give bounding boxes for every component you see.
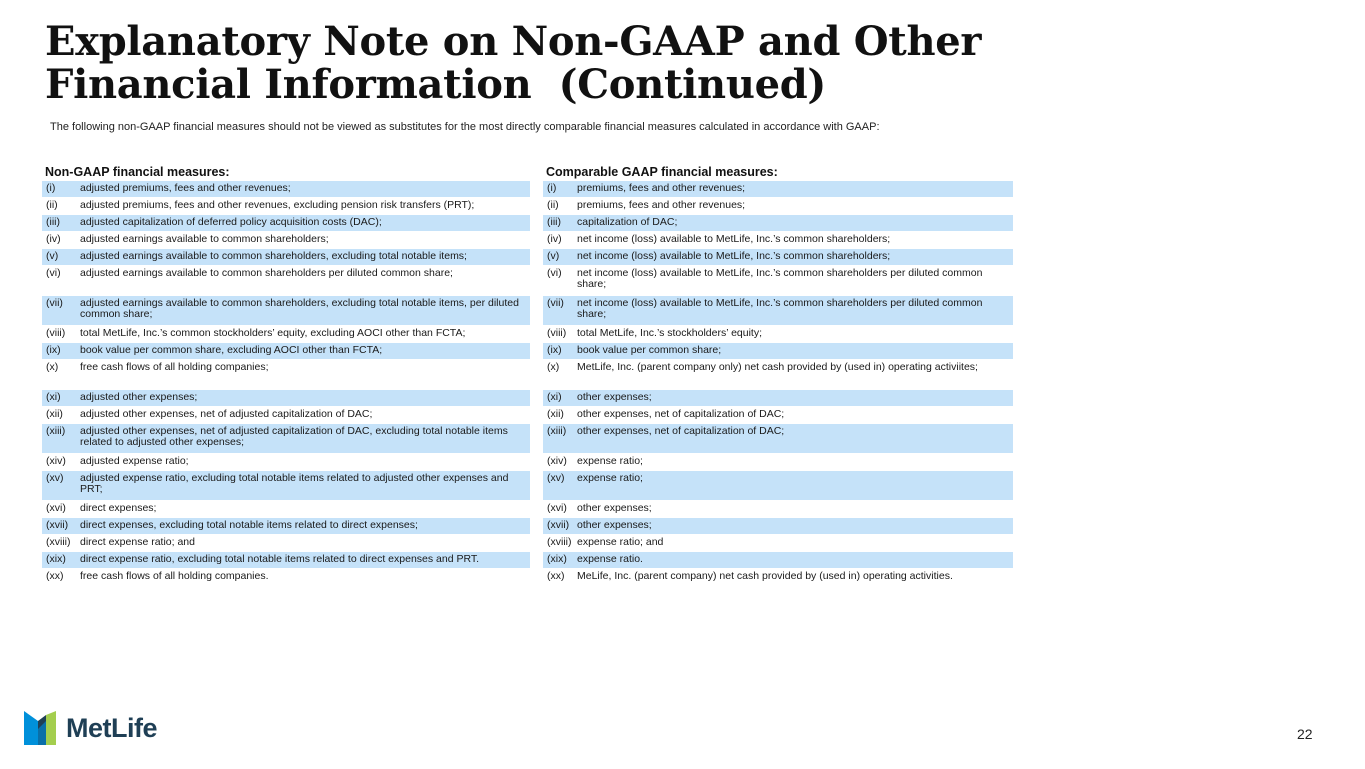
row-text: expense ratio. — [577, 553, 643, 565]
non-gaap-row — [42, 266, 530, 295]
row-text: MeLife, Inc. (parent company) net cash provided by (used in) operating activities. — [577, 570, 953, 582]
row-text: direct expense ratio, excluding total notable items related to direct expenses and PRT. — [80, 553, 480, 565]
row-text: adjusted expense ratio; — [80, 455, 189, 467]
gaap-row — [543, 424, 1013, 453]
row-number: (v) — [547, 250, 560, 262]
non-gaap-row — [42, 501, 530, 517]
non-gaap-column — [42, 164, 530, 586]
gaap-row — [543, 535, 1013, 551]
row-text: adjusted capitalization of deferred policy acquisition costs (DAC); — [80, 216, 382, 228]
row-number: (vi) — [547, 267, 562, 279]
non-gaap-row — [42, 518, 530, 534]
row-text: adjusted premiums, fees and other revenues; — [80, 182, 291, 194]
gaap-row — [543, 232, 1013, 248]
row-text: capitalization of DAC; — [577, 216, 678, 228]
row-text: adjusted earnings available to common shareholders, excluding total notable items; — [80, 250, 467, 262]
gaap-row — [543, 343, 1013, 359]
row-text: free cash flows of all holding companies. — [80, 570, 269, 582]
row-number: (xiii) — [547, 425, 567, 437]
gaap-row — [543, 249, 1013, 265]
row-number: (xx) — [46, 570, 64, 582]
row-number: (i) — [46, 182, 56, 194]
row-number: (xix) — [46, 553, 66, 565]
metlife-logo — [24, 711, 157, 745]
gaap-row — [543, 471, 1013, 500]
metlife-logo-icon — [24, 711, 58, 745]
row-number: (vii) — [46, 297, 63, 309]
non-gaap-row — [42, 390, 530, 406]
row-text: adjusted other expenses, net of adjusted capitalization of DAC; — [80, 408, 373, 420]
gaap-row — [543, 215, 1013, 231]
row-number: (xviii) — [547, 536, 572, 548]
row-text: adjusted expense ratio, excluding total notable items related to adjusted other expenses and PRT; — [80, 472, 509, 495]
row-text: book value per common share, excluding AOCI other than FCTA; — [80, 344, 383, 356]
row-text: adjusted premiums, fees and other revenues, excluding pension risk transfers (PRT); — [80, 199, 475, 211]
row-number: (viii) — [46, 327, 66, 339]
row-number: (xvii) — [547, 519, 570, 531]
gaap-row — [543, 407, 1013, 423]
row-number: (ii) — [547, 199, 559, 211]
row-number: (xii) — [46, 408, 63, 420]
row-number: (xv) — [547, 472, 565, 484]
gaap-row — [543, 266, 1013, 295]
row-text: free cash flows of all holding companies; — [80, 361, 269, 373]
non-gaap-row — [42, 569, 530, 585]
row-text: book value per common share; — [577, 344, 722, 356]
row-number: (i) — [547, 182, 557, 194]
non-gaap-row — [42, 232, 530, 248]
row-number: (iv) — [46, 233, 61, 245]
row-number: (x) — [547, 361, 560, 373]
row-text: adjusted earnings available to common shareholders, excluding total notable items, per diluted common share; — [80, 297, 519, 320]
row-text: expense ratio; and — [577, 536, 664, 548]
row-number: (viii) — [547, 327, 567, 339]
gaap-row — [543, 296, 1013, 325]
gaap-row — [543, 360, 1013, 389]
row-text: adjusted earnings available to common shareholders; — [80, 233, 329, 245]
row-number: (xviii) — [46, 536, 71, 548]
row-text: expense ratio; — [577, 455, 643, 467]
gaap-row — [543, 454, 1013, 470]
row-text: net income (loss) available to MetLife, Inc.’s common shareholders; — [577, 233, 891, 245]
row-text: direct expense ratio; and — [80, 536, 195, 548]
row-number: (iii) — [547, 216, 561, 228]
row-number: (vi) — [46, 267, 61, 279]
row-number: (v) — [46, 250, 59, 262]
row-number: (ix) — [547, 344, 562, 356]
row-text: total MetLife, Inc.’s common stockholders’ equity, excluding AOCI other than FCTA; — [80, 327, 466, 339]
row-number: (iii) — [46, 216, 60, 228]
non-gaap-row — [42, 454, 530, 470]
non-gaap-row — [42, 215, 530, 231]
row-number: (ii) — [46, 199, 58, 211]
row-number: (vii) — [547, 297, 564, 309]
non-gaap-row — [42, 471, 530, 500]
row-text: other expenses; — [577, 519, 652, 531]
row-number: (x) — [46, 361, 59, 373]
non-gaap-row — [42, 326, 530, 342]
row-number: (xvi) — [46, 502, 66, 514]
non-gaap-row — [42, 249, 530, 265]
logo-wordmark: MetLife — [66, 712, 157, 743]
row-text: other expenses, net of capitalization of DAC; — [577, 425, 785, 437]
gaap-row — [543, 390, 1013, 406]
row-text: adjusted other expenses; — [80, 391, 198, 403]
row-text: adjusted other expenses, net of adjusted capitalization of DAC, excluding total notable items related to adjusted other expenses; — [80, 425, 508, 448]
row-text: premiums, fees and other revenues; — [577, 199, 746, 211]
row-number: (xix) — [547, 553, 567, 565]
non-gaap-header: Non-GAAP financial measures: — [45, 165, 230, 179]
row-number: (xi) — [46, 391, 61, 403]
row-number: (xii) — [547, 408, 564, 420]
row-text: net income (loss) available to MetLife, Inc.’s common shareholders per diluted common share; — [577, 267, 983, 290]
row-number: (xvii) — [46, 519, 69, 531]
row-text: adjusted earnings available to common shareholders per diluted common share; — [80, 267, 453, 279]
gaap-row — [543, 569, 1013, 585]
gaap-header: Comparable GAAP financial measures: — [546, 165, 778, 179]
non-gaap-row — [42, 343, 530, 359]
row-text: direct expenses, excluding total notable items related to direct expenses; — [80, 519, 418, 531]
row-number: (xiv) — [547, 455, 567, 467]
row-number: (xiv) — [46, 455, 66, 467]
non-gaap-row — [42, 198, 530, 214]
non-gaap-row — [42, 552, 530, 568]
row-number: (iv) — [547, 233, 562, 245]
non-gaap-row — [42, 360, 530, 389]
row-text: expense ratio; — [577, 472, 643, 484]
row-number: (xiii) — [46, 425, 66, 437]
row-text: other expenses, net of capitalization of DAC; — [577, 408, 785, 420]
row-text: net income (loss) available to MetLife, Inc.’s common shareholders; — [577, 250, 891, 262]
non-gaap-row — [42, 296, 530, 325]
row-text: direct expenses; — [80, 502, 157, 514]
row-text: other expenses; — [577, 502, 652, 514]
row-number: (xvi) — [547, 502, 567, 514]
gaap-row — [543, 501, 1013, 517]
row-text: premiums, fees and other revenues; — [577, 182, 746, 194]
gaap-row — [543, 552, 1013, 568]
non-gaap-row — [42, 424, 530, 453]
gaap-row — [543, 198, 1013, 214]
row-number: (xx) — [547, 570, 565, 582]
page-subtitle: The following non-GAAP financial measures should not be viewed as substitutes for the most directly comparable financial measures calculated in accordance with GAAP: — [50, 121, 880, 133]
gaap-row — [543, 518, 1013, 534]
non-gaap-row — [42, 407, 530, 423]
page-title: Explanatory Note on Non-GAAP and Other Financial Information (Continued) — [45, 18, 982, 108]
page-number: 22 — [1297, 726, 1313, 742]
gaap-column — [543, 164, 1013, 586]
non-gaap-row — [42, 181, 530, 197]
row-text: MetLife, Inc. (parent company only) net cash provided by (used in) operating activiites; — [577, 361, 978, 373]
gaap-row — [543, 326, 1013, 342]
gaap-row — [543, 181, 1013, 197]
row-number: (xv) — [46, 472, 64, 484]
non-gaap-row — [42, 535, 530, 551]
row-text: total MetLife, Inc.’s stockholders’ equity; — [577, 327, 763, 339]
row-number: (xi) — [547, 391, 562, 403]
row-number: (ix) — [46, 344, 61, 356]
gaap-list — [543, 181, 1013, 585]
row-text: other expenses; — [577, 391, 652, 403]
non-gaap-list — [42, 181, 530, 585]
row-text: net income (loss) available to MetLife, Inc.’s common shareholders per diluted common share; — [577, 297, 983, 320]
